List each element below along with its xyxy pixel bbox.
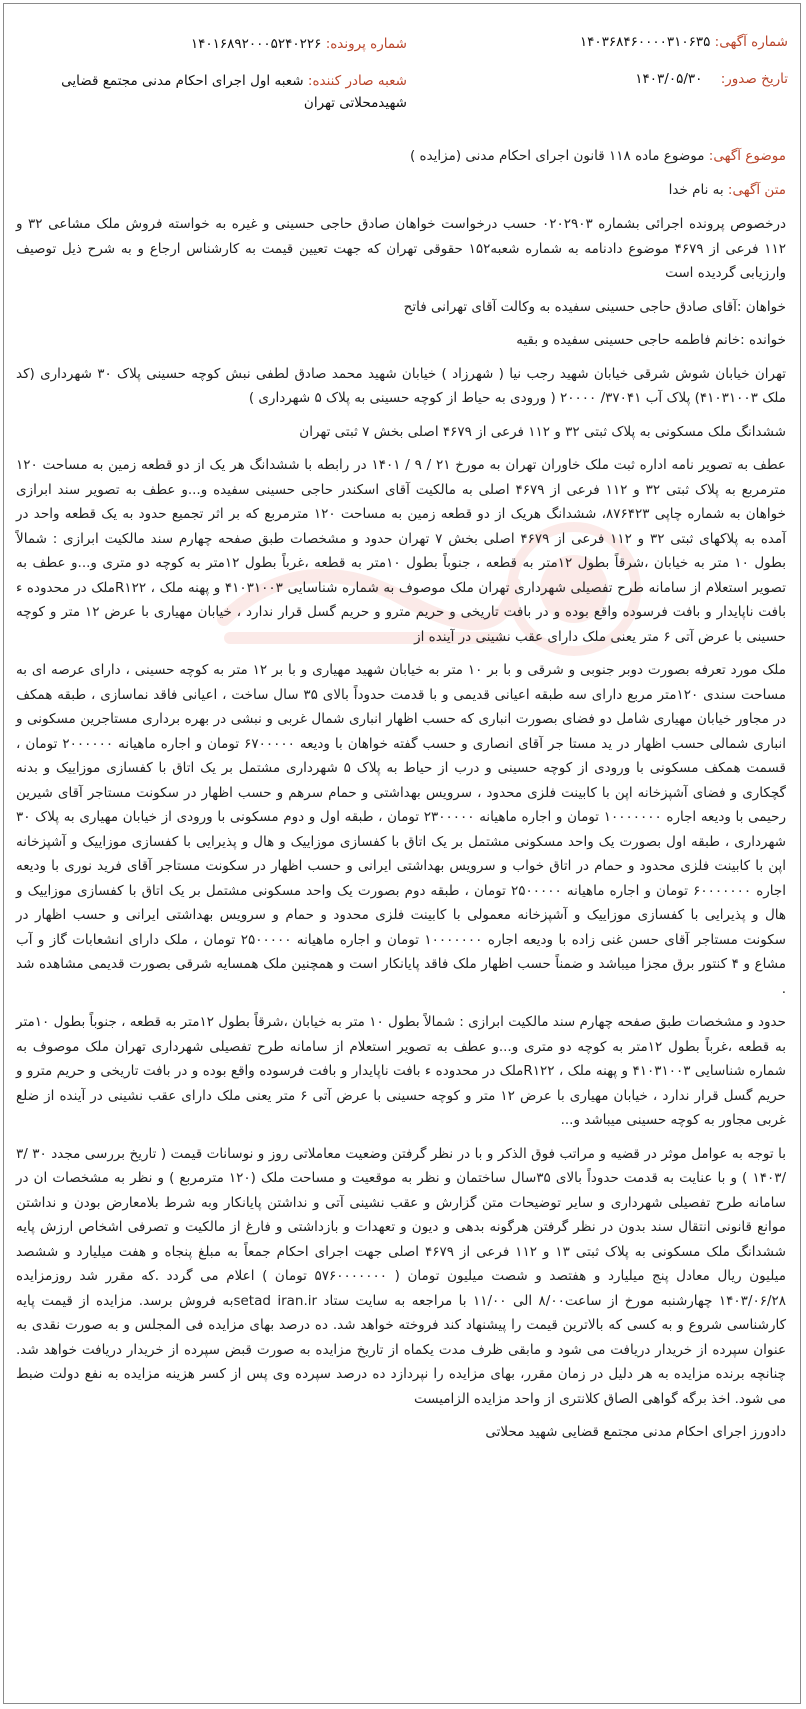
paragraph-address: تهران خیابان شوش شرقی خیابان شهید رجب نیا ( شهرزاد ) خیابان شهید محمد صادق لطفی نبش کوچه حسینی پلاک ۳۰ شهرداری (کد ملک ۴۱۰۳۱۰۰۳) پلاک آب ۳۷۰۴۱/ ۲۰۰۰۰ ( ورودی به حیاط از کوچه حسینی به پلاک ۵ شهرداری ) bbox=[16, 365, 786, 406]
notice-number-value: ۱۴۰۳۶۸۴۶۰۰۰۰۳۱۰۶۳۵ bbox=[579, 34, 711, 50]
subject-label: موضوع آگهی: bbox=[708, 148, 786, 164]
issuing-branch-label: شعبه صادر کننده: bbox=[307, 73, 407, 89]
issue-date-label: تاریخ صدور: bbox=[720, 71, 788, 87]
paragraph-property-description: ملک مورد تعرفه بصورت دوبر جنوبی و شرقی و با بر ۱۰ متر به خیابان شهید مهیاری و با بر ۱۲ متر به کوچه حسینی ، دارای عرصه ای به مساحت سندی ۱۲۰متر مربع دارای سه طبقه اعیانی قدیمی و با قدمت حدوداً بالای ۳۵ سال ساخت ، اعیانی فاقد نماسازی ، طبقه همکف در مجاور خیابان مهیاری شامل دو فضای بصورت انباری که حسب اظهار انباری شمال غربی و نبشی در بهره برداری مستاجرین مسکونی و انباری شمالی حسب اظهار در ید مستا جر آقای انصاری و حسب گفته خواهان با ودیعه ۶۷۰۰۰۰۰ تومان و اجاره ماهیانه ۲۰۰۰۰۰۰ تومان ، قسمت همکف مسکونی با ورودی از کوچه حسینی و درب از حیاط به پلاک ۵ شهرداری مشتمل بر یک اتاق با کفسازی موزاییک و بدنه گچکاری و فضای آشپزخانه اپن با کابینت فلزی محدود ، سرویس بهداشتی و حمام سرهم و حسب اظهار در سکونت مستاجر آقای شیرین رحیمی با ودیعه اجاره ۱۰۰۰۰۰۰۰ تومان و اجاره ماهیانه ۲۳۰۰۰۰۰ تومان ، طبقه اول و دوم مسکونی با ورودی از خیابان مهیاری به پلاک ۳۰ شهرداری ، طبقه اول بصورت یک واحد مسکونی مشتمل بر یک اتاق با کفسازی موزاییک و هال و پذیرایی با کفسازی موزاییک و آشپزخانه اپن با کابینت فلزی محدود و حمام در اتاق خواب و سرویس بهداشتی ایرانی و حسب اظهار در سکونت مستاجر آقای فرید نوری با ودیعه اجاره ۶۰۰۰۰۰۰۰ تومان و اجاره ماهیانه ۲۵۰۰۰۰۰ تومان ، طبقه دوم بصورت یک واحد مسکونی مشتمل بر یک اتاق با کفسازی موزاییک و هال و پذیرایی با کفسازی موزاییک و آشپزخانه معمولی با کابینت فلزی محدود و حمام و سرویس بهداشتی ایرانی و حسب اظهار در سکونت مستاجر آقای حسن غنی زاده با ودیعه اجاره ۱۰۰۰۰۰۰۰ تومان و اجاره ماهیانه ۲۵۰۰۰۰۰ تومان ، ملک دارای انشعابات گاز و آب مشاع و ۴ کنتور برق مجزا میباشد و ضمناً حسب اظهار ملک فاقد پایانکار است و همچنین ملک همسایه شرقی بصورت قدیمی مشاهده شد . bbox=[16, 662, 787, 997]
body-label: متن آگهی: bbox=[727, 181, 786, 198]
notice-number-label: شماره آگهی: bbox=[714, 34, 788, 50]
paragraph-case-intro: درخصوص پرونده اجرائی بشماره ۰۲۰۲۹۰۳ حسب درخواست خواهان صادق حاجی حسینی و غیره به خواسته فروش ملک مشاعی ۳۲ و ۱۱۲ فرعی از ۴۶۷۹ موضوع دادنامه به شماره شعبه۱۵۲ حقوقی تهران که جهت تعیین قیمت به کارشناس ارجاع و به شرح ذیل توصیف وارزیابی گردیده است bbox=[16, 216, 786, 281]
paragraph-valuation-auction: با توجه به عوامل موثر در قضیه و مراتب فوق الذکر و با در نظر گرفتن وضعیت معاملاتی روز و نوسانات قیمت ( تاریخ بررسی مجدد ۳۰ /۳ /۱۴۰۳ ) و با عنایت به قدمت حدوداً بالای ۳۵سال ساختمان و نظر به موقعیت و مساحت ملک (۱۲۰ مترمربع ) و نظر به مشخصات ان در سامانه طرح تفصیلی شهرداری و سایر توضیحات متن گزارش و عقب نشینی آتی و نداشتن پایانکار وبه شرط بلامعارض بودن و نداشتن موانع قانونی انتقال سند بدون در نظر گرفتن هرگونه بدهی و دیون و تعهدات و بازداشتی و فارغ از مالکیت و تصرفی اشخاص ارزش پایه ششدانگ ملک مسکونی به پلاک ثبتی ۱۳ و ۱۱۲ فرعی از ۴۶۷۹ اصلی جهت اجرای احکام جمعاً به مبلغ پنجاه و هفت میلیارد و ششصد میلیون ریال معادل پنج میلیارد و هفتصد و شصت میلیون تومان ( ۵۷۶۰۰۰۰۰۰۰ تومان ) اعلام می گردد .که مقرر شد روزمزایده ۱۴۰۳/۰۶/۲۸ چهارشنبه مورخ از ساعت۸/۰۰ الی ۱۱/۰۰ با مراجعه به سایت ستاد setad iran.irبه فروش برسد. مزایده از قیمت پایه کارشناسی شروع و به کسی که بالاترین قیمت را پیشنهاد کند فروخته خواهد شد. ده درصد بهای مزایده فی المجلس و به صورت نقدی به عنوان سپرده از خریدار دریافت می شود و مابقی ظرف مدت یکماه از تاریخ مزایده به صورت قبض سپرده از خریدار دریافت خواهد شد. چنانچه برنده مزایده به هر دلیل در زمان مقرر، بهای مزایده را نپردازد ده درصد سپرده وی پس از کسر هزینه مزایده به نفع دولت ضبط می شود. اخذ برگه گواهی الصاق کلانتری از واحد مزایده الزامیست bbox=[16, 1145, 787, 1407]
body-opening: به نام خدا bbox=[668, 181, 724, 198]
paragraph-defendant: خوانده :خانم فاطمه حاجی حسینی سفیده و بقیه bbox=[516, 332, 786, 348]
paragraph-signature: دادورز اجرای احکام مدنی مجتمع قضایی شهید محلاتی bbox=[485, 1424, 786, 1440]
notice-sheet bbox=[3, 3, 801, 1704]
file-number-label: شماره پرونده: bbox=[325, 36, 407, 52]
notice-number-field bbox=[580, 34, 788, 50]
body-label-line bbox=[16, 178, 786, 203]
file-number-value: ۱۴۰۱۶۸۹۲۰۰۰۵۲۴۰۲۲۶ bbox=[190, 36, 322, 52]
issuing-branch-value: شعبه اول اجرای احکام مدنی مجتمع قضایی شهیدمحلاتی تهران bbox=[61, 73, 407, 111]
paragraph-registry-details: عطف به تصویر نامه اداره ثبت ملک خاوران تهران به مورخ ۲۱ / ۹ / ۱۴۰۱ در رابطه با ششدانگ هر یک از دو قطعه زمین به مساحت ۱۲۰ مترمربع به پلاک ثبتی ۳۲ و ۱۱۲ فرعی از ۴۶۷۹ اصلی به مالکیت آقای اسکندر حاجی حسینی سفیده و...و عطف به تصویر سند ابرازی خواهان به شماره چاپی ۸۷۶۴۲۳، ششدانگ هریک از دو قطعه زمین به مساحت ۱۲۰ مترمربع که بر اثر تجمیع حدود به یک قطعه واحد در آمده به پلاکهای ثبتی ۳۲ و ۱۱۲ فرعی از ۴۶۷۹ اصلی بخش ۷ تهران حدود و مشخصات طبق صفحه چهارم سند مالکیت ابرازی : شمالاً بطول ۱۰ متر به خیابان ،شرقاً بطول ۱۲متر به قطعه ، جنوباً بطول ۱۰متر به قطعه ،غرباً بطول ۱۲متر به کوچه دو متری و...و عطف به تصویر استعلام از سامانه طرح تفصیلی شهرداری تهران ملک موصوف به شماره شناسایی ۴۱۰۳۱۰۰۳ و پهنه ملک ، R۱۲۲ملک در محدوده ء بافت ناپایدار و بافت فرسوده واقع بوده و در بافت تاریخی و حریم مترو و حریم گسل قرار ندارد ، خیابان مهیاری با عرض ۱۲ متر و کوچه حسینی با عرض آتی ۶ متر یعنی ملک دارای عقب نشینی در آینده از bbox=[16, 457, 786, 645]
issuing-branch-field bbox=[57, 70, 407, 114]
paragraph-boundaries: حدود و مشخصات طبق صفحه چهارم سند مالکیت ابرازی : شمالاً بطول ۱۰ متر به خیابان ،شرقاً بطول ۱۲متر به قطعه ، جنوباً بطول ۱۰متر به قطعه ،غرباً بطول ۱۲متر به کوچه دو متری و...و عطف به تصویر استعلام از سامانه طرح تفصیلی شهرداری تهران ملک موصوف به شماره شناسایی ۴۱۰۳۱۰۰۳ و پهنه ملک ، R۱۲۲ملک در محدوده ء بافت ناپایدار و بافت فرسوده واقع بوده و در بافت تاریخی و حریم مترو و حریم گسل قرار ندارد ، خیابان مهیاری با عرض ۱۲ متر و کوچه حسینی با عرض آتی ۶ متر یعنی ملک دارای عقب نشینی در آینده از ضلع غربی مجاور به کوچه حسینی میباشد و... bbox=[16, 1014, 786, 1128]
subject-text: موضوع ماده ۱۱۸ قانون اجرای احکام مدنی (مزایده ) bbox=[409, 148, 705, 164]
issue-date-field bbox=[635, 71, 788, 87]
notice-content bbox=[16, 144, 786, 1454]
paragraph-plaintiff: خواهان :آقای صادق حاجی حسینی سفیده به وکالت آقای تهرانی فاتح bbox=[403, 298, 786, 315]
paragraph-property-title: ششدانگ ملک مسکونی به پلاک ثبتی ۳۲ و ۱۱۲ فرعی از ۴۶۷۹ اصلی بخش ۷ ثبتی تهران bbox=[299, 423, 786, 440]
subject-line bbox=[16, 144, 786, 169]
issue-date-value: ۱۴۰۳/۰۵/۳۰ bbox=[635, 71, 703, 87]
file-number-field bbox=[191, 36, 407, 52]
